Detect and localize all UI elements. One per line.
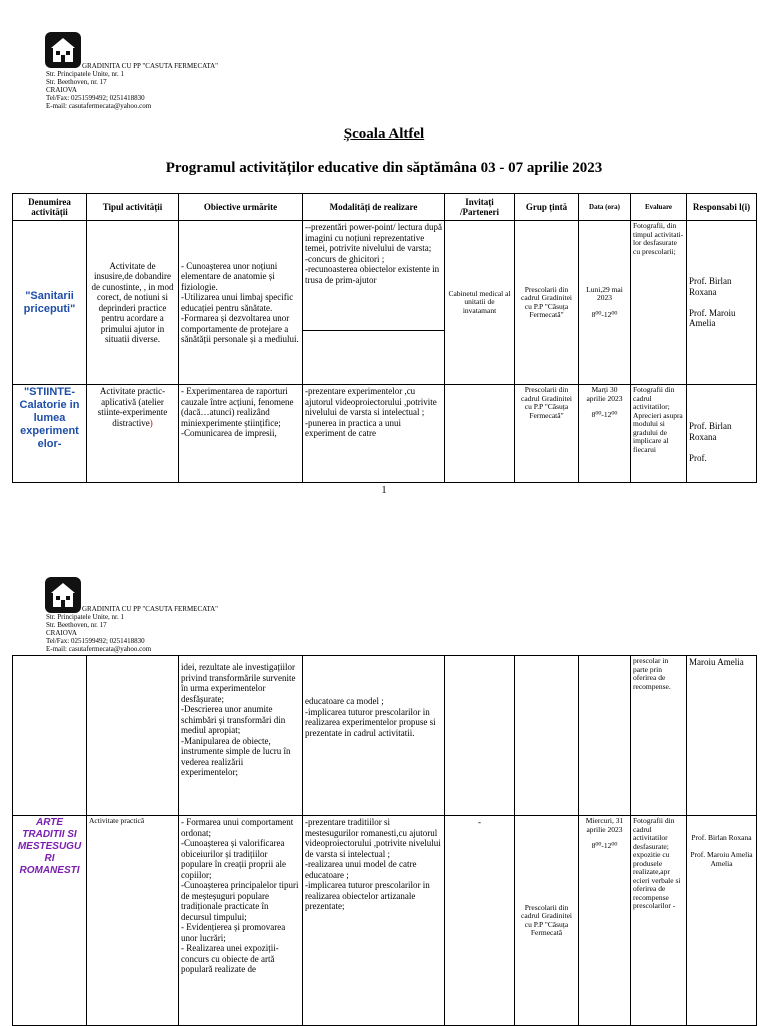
column-header: Obiective urmărite	[179, 194, 303, 221]
target-group: Prescolarii din cadrul Gradinitei cu P.P "Căsuța Fermecată"	[515, 221, 579, 385]
column-header: Responsabi l(i)	[687, 194, 757, 221]
activity-objectives: - Formarea unui comportament ordonat; -Cunoașterea și valorificarea obiceiurilor și tradițiilor populare în creații proprii ale copiilor; -Cunoașterea principalelor tipuri de meșteșuguri populare tradiționale practicate în decursul timpului; - Evidențierea și promovarea unor lucrări; - Realizarea unei expoziții-concurs cu obiecte de artă populară realizate de	[179, 816, 303, 1026]
time-text: 8⁰⁰-12⁰⁰	[591, 841, 618, 850]
letterhead	[46, 605, 218, 653]
column-header: Data (ora)	[579, 194, 631, 221]
activity-responsible: Prof. Birlan Roxana Prof. Maroiu Amelia Amelia	[687, 816, 757, 1026]
document-title: Școala Altfel	[343, 126, 425, 142]
phone-line: Tel/Fax: 0251599492; 0251418830	[46, 637, 145, 645]
document-page-1	[0, 0, 768, 500]
activity-objectives: idei, rezultate ale investigațiilor privind transformările survenite în urma experimentelor desfășurate; -Descrierea unor anumite schimbări și transformări din mediul apropiat; -Manipularea de obiecte, instrumente simple de lucru în vederea realizării experimentelor;	[179, 656, 303, 816]
time-text: 8⁰⁰-12⁰⁰	[591, 309, 618, 319]
target-group: Prescolarii din cadrul Gradinitei cu P.P "Căsuța Fermecată"	[515, 385, 579, 483]
page-separator	[0, 500, 768, 575]
school-name: GRADINITA CU PP "CASUTA FERMECATA"	[82, 605, 219, 613]
column-header: Denumirea activității	[13, 194, 87, 221]
activity-partners	[445, 385, 515, 483]
date-text: Marți 30 aprilie 2023	[586, 385, 623, 403]
table-row	[13, 816, 757, 1026]
activity-name: "STIINTE-Calatorie in lumea experiment elor-	[13, 385, 87, 483]
empty-cell	[445, 656, 515, 816]
address-line: Str. Principatele Unite, nr. 1	[46, 70, 124, 78]
activity-responsible: Prof. Birlan Roxana Prof.	[687, 385, 757, 483]
column-header: Modalități de realizare	[303, 194, 445, 221]
table-header-row	[13, 194, 757, 221]
activity-type: Activitate de insusire,de dobandire de cunostinte, , in mod corect, de notiuni si deprinderi practice pentru acordare a primului ajutor in situatii diverse.	[87, 221, 179, 385]
activity-objectives: - Cunoașterea unor noțiuni elementare de anatomie și fiziologie. -Utilizarea unui limbaj specific educației pentru sănătate. -Formarea și dezvoltarea unor comportamente de protejare a sănătății personale și a mediului.	[179, 221, 303, 385]
activity-evaluation: Fotografii din cadrul activitatilor; Aprecieri asupra modului si gradului de implicare al fiecarui	[631, 385, 687, 483]
activity-date	[579, 385, 631, 483]
time-text: 8⁰⁰-12⁰⁰	[591, 410, 618, 419]
column-header: Invitați /Parteneri	[445, 194, 515, 221]
activity-type: Activitate practică	[87, 816, 179, 1026]
column-header: Tipul activității	[87, 194, 179, 221]
school-name: GRADINITA CU PP "CASUTA FERMECATA"	[82, 62, 219, 70]
empty-cell	[13, 656, 87, 816]
document-subtitle: Programul activităților educative din săptămâna 03 - 07 aprilie 2023	[165, 160, 603, 176]
empty-cell	[579, 656, 631, 816]
activities-table	[12, 193, 757, 483]
date-text: Miercuri, 31 aprilie 2023	[585, 816, 624, 834]
activity-responsible: Prof. Birlan Roxana Prof. Maroiu Amelia	[687, 221, 757, 385]
activity-type-accent: )	[149, 417, 153, 428]
page-number: 1	[381, 485, 387, 496]
activity-partners: -	[445, 816, 515, 1026]
letterhead	[46, 62, 218, 110]
activity-responsible: Maroiu Amelia	[687, 656, 757, 816]
activity-evaluation: prescolar in parte prin oferirea de recompense.	[631, 656, 687, 816]
activity-date	[579, 221, 631, 385]
activity-objectives: - Experimentarea de raporturi cauzale între acțiuni, fenomene (dacă…atunci) realizând miniexperimente științifice; -Comunicarea de impresii,	[179, 385, 303, 483]
address-line: Str. Beethoven, nr. 17	[46, 621, 107, 629]
activity-name: ARTE TRADITII SI MESTESUGU RI ROMANESTI	[13, 816, 87, 1026]
table-row	[13, 385, 757, 483]
activity-methods: --prezentări power-point/ lectura după imagini cu noțiuni reprezentative temei, potrivite nivelului de varsta; -concurs de ghicitori ; -recunoasterea obiectelor existente in trusa de prim-ajutor	[303, 221, 445, 331]
activity-date	[579, 816, 631, 1026]
phone-line: Tel/Fax: 0251599492; 0251418830	[46, 94, 145, 102]
activity-partners: Cabinetul medical al unitatii de invatamant	[445, 221, 515, 385]
activity-name: "Sanitarii priceputi"	[13, 221, 87, 385]
column-header: Evaluare	[631, 194, 687, 221]
date-text: Luni,29 mai 2023	[586, 284, 623, 303]
activity-methods: educatoare ca model ; -implicarea tuturor prescolarilor in realizarea experimentelor propuse si prezentate in cadrul activitatii.	[303, 656, 445, 816]
empty-cell	[87, 656, 179, 816]
activities-table-continued	[12, 655, 757, 1026]
city-line: CRAIOVA	[46, 86, 77, 94]
activity-evaluation: Fotografii din cadrul activitatilor desfasurate; expozitie cu produsele realizate,apr ecieri verbale si oferirea de recompense prescolarilor -	[631, 816, 687, 1026]
column-header: Grup țintă	[515, 194, 579, 221]
table-row	[13, 221, 757, 331]
activity-type	[87, 385, 179, 483]
empty-cell	[515, 656, 579, 816]
activity-type-text: Activitate practic-aplicativă (atelier stiinte-experimente distractive	[97, 386, 168, 428]
empty-cell	[303, 331, 445, 385]
address-line: Str. Principatele Unite, nr. 1	[46, 613, 124, 621]
email-line: E-mail: casutafermecata@yahoo.com	[46, 645, 152, 653]
city-line: CRAIOVA	[46, 629, 77, 637]
activity-methods: -prezentare experimentelor ,cu ajutorul videoproiectorului ,potrivite nivelului de varsta si intelectual ; -punerea in practica a unui experiment de catre	[303, 385, 445, 483]
table-row-continued	[13, 656, 757, 816]
email-line: E-mail: casutafermecata@yahoo.com	[46, 102, 152, 110]
target-group: Prescolarii din cadrul Gradinitei cu P.P "Căsuța Fermecată	[515, 816, 579, 1026]
activity-evaluation: Fotografii, din timpul activitati-lor desfasurate cu prescolarii;	[631, 221, 687, 385]
document-page-2	[0, 575, 768, 1024]
address-line: Str. Beethoven, nr. 17	[46, 78, 107, 86]
activity-methods: -prezentare traditiilor si mestesugurilor romanesti,cu ajutorul videoproiectorului ,potrivite nivelului de varsta si intelectual ; -realizarea unui model de catre educatoare ; -implicarea tuturor prescolarilor in realizarea obiectelor artizanale prezentate;	[303, 816, 445, 1026]
